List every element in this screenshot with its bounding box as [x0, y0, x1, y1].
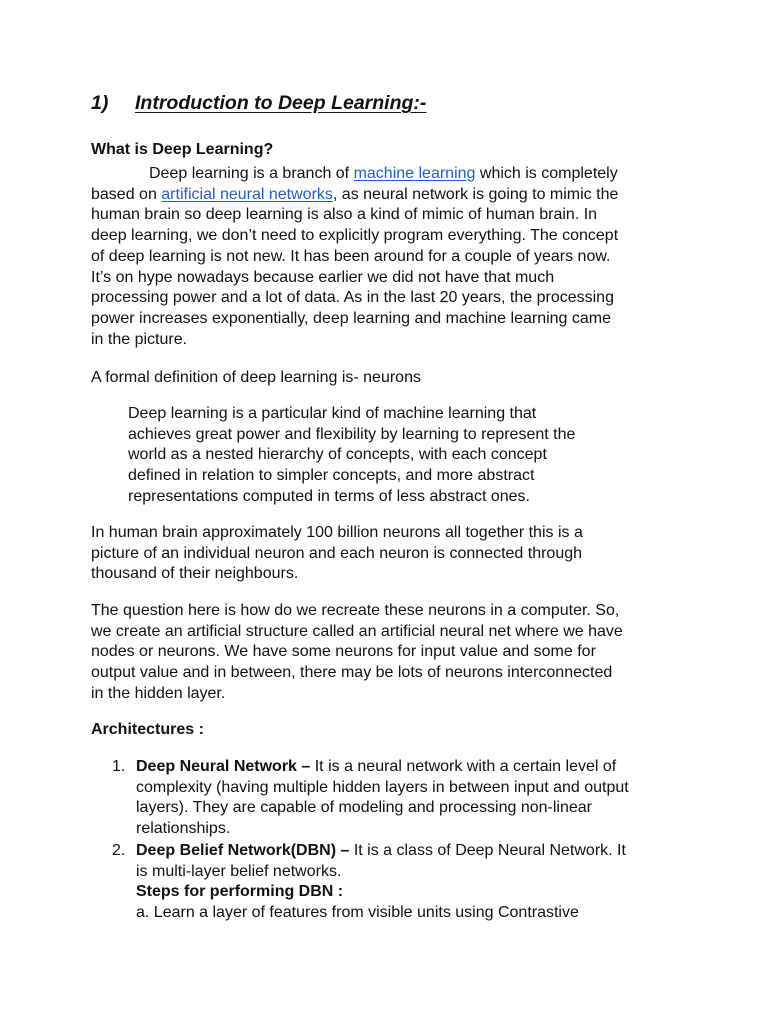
dnn-line-2: complexity (having multiple hidden layers in between input and output [136, 778, 629, 796]
dbn-text: It is a class of Deep Neural Network. It [349, 842, 626, 859]
dnn-text: It is a neural network with a certain level of [310, 758, 617, 775]
list-item-body [136, 841, 696, 924]
dnn-line-1 [136, 757, 696, 778]
intro-line-8: power increases exponentially, deep learning and machine learning came [91, 309, 612, 327]
question-line-5: in the hidden layer. [91, 684, 226, 702]
dbn-term: Deep Belief Network(DBN) – [136, 842, 350, 859]
intro-text: based on [91, 185, 162, 203]
dnn-line-3: layers). They are capable of modeling and processing non-linear [136, 799, 592, 817]
quote-line-1: Deep learning is a particular kind of machine learning that [128, 405, 537, 422]
question-paragraph [91, 601, 691, 705]
dnn-line-4: relationships. [136, 820, 231, 838]
definition-quote [128, 404, 668, 508]
intro-text: Deep learning is a branch of [149, 165, 354, 182]
intro-line-7: processing power and a lot of data. As in the last 20 years, the processing [91, 289, 614, 307]
question-line-4: output value and in between, there may be lots of neurons interconnected [91, 664, 613, 682]
list-marker: 1. [112, 758, 126, 775]
intro-line-9: in the picture. [91, 330, 188, 348]
question-line-2: we create an artificial structure called an artificial neural net where we have [91, 622, 623, 640]
formal-definition-intro: A formal definition of deep learning is- neurons [91, 369, 421, 386]
dbn-line-1 [136, 841, 696, 862]
brain-line-2: picture of an individual neuron and each neuron is connected through [91, 544, 583, 562]
intro-line-2 [91, 185, 691, 206]
subheading-what-is: What is Deep Learning? [91, 141, 274, 158]
intro-line-3: human brain so deep learning is also a kind of mimic of human brain. In [91, 206, 598, 224]
dbn-line-2: is multi-layer belief networks. [136, 862, 342, 880]
intro-line-1 [91, 164, 691, 185]
question-line-1: The question here is how do we recreate these neurons in a computer. So, [91, 602, 620, 619]
section-number: 1) [91, 92, 109, 114]
brain-line-1: In human brain approximately 100 billion neurons all together this is a [91, 524, 583, 541]
intro-line-5: of deep learning is not new. It has been around for a couple of years now. [91, 247, 611, 265]
brain-line-3: thousand of their neighbours. [91, 565, 299, 583]
dbn-steps-title: Steps for performing DBN : [136, 883, 344, 901]
dnn-term: Deep Neural Network – [136, 758, 311, 775]
section-heading [91, 92, 426, 115]
section-title: Introduction to Deep Learning:- [135, 92, 427, 114]
intro-line-4: deep learning, we don’t need to explicitly program everything. The concept [91, 227, 619, 245]
architectures-heading: Architectures : [91, 721, 204, 738]
intro-paragraph [91, 164, 691, 350]
quote-line-4: defined in relation to simpler concepts, and more abstract [128, 467, 535, 485]
dbn-step-a: a. Learn a layer of features from visible units using Contrastive [136, 904, 579, 922]
list-marker: 2. [112, 842, 126, 859]
brain-paragraph [91, 523, 691, 585]
machine-learning-link[interactable]: machine learning [353, 165, 476, 182]
question-line-3: nodes or neurons. We have some neurons for input value and some for [91, 643, 596, 661]
intro-line-6: It’s on hype nowadays because earlier we did not have that much [91, 268, 555, 286]
quote-line-2: achieves great power and flexibility by learning to represent the [128, 425, 576, 443]
artificial-neural-networks-link[interactable]: artificial neural networks [161, 185, 333, 203]
intro-text: which is completely [475, 165, 618, 182]
quote-line-3: world as a nested hierarchy of concepts, with each concept [128, 446, 547, 464]
list-item-body [136, 757, 696, 840]
intro-text: , as neural network is going to mimic the [332, 185, 619, 203]
quote-line-5: representations computed in terms of less abstract ones. [128, 487, 530, 505]
